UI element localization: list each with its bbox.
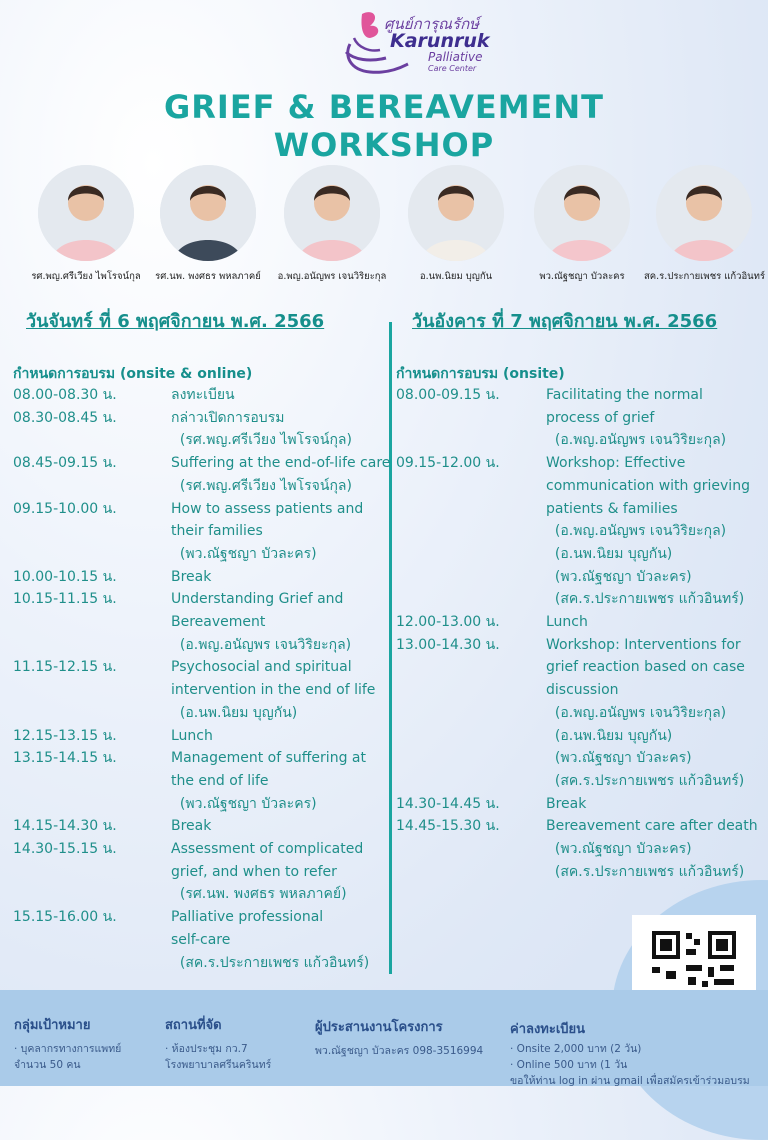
schedule-time [396, 702, 546, 725]
schedule-time: 08.00-08.30 น. [13, 387, 117, 403]
schedule-time: 14.30-15.15 น. [13, 841, 117, 858]
schedule-row [13, 543, 390, 566]
schedule-row [13, 566, 390, 589]
schedule-row [13, 793, 390, 816]
schedule-row [13, 452, 390, 475]
schedule-time: 10.00-10.15 น. [13, 568, 117, 585]
speaker-card [396, 165, 516, 284]
schedule-row [396, 679, 758, 702]
person-avatar-icon [160, 165, 256, 261]
schedule-item: Lunch [546, 614, 588, 631]
schedule-item: Break [546, 795, 587, 812]
schedule-time [396, 543, 546, 566]
footer-target [14, 1014, 121, 1073]
schedule-item: (รศ.พญ.ศรีเวียง ไพโรจน์กุล) [171, 477, 352, 494]
schedule-time [13, 611, 171, 634]
target-line1: · บุคลากรทางการแพทย์ [14, 1043, 122, 1055]
schedule-row [13, 906, 390, 929]
schedule-item: (พว.ณัฐชญา บัวละคร) [171, 795, 317, 812]
person-avatar-icon [534, 165, 630, 261]
schedule-item: (พว.ณัฐชญา บัวละคร) [546, 841, 692, 858]
schedule-time [13, 429, 171, 452]
schedule-time: 09.15-10.00 น. [13, 500, 117, 517]
schedule-time [396, 838, 546, 861]
schedule-row [13, 588, 390, 611]
schedule-time: 12.15-13.15 น. [13, 727, 117, 744]
schedule-item: discussion [546, 682, 619, 699]
schedule-item: กล่าวเปิดการอบรม [171, 409, 285, 426]
schedule-row [13, 520, 390, 543]
schedule-row [396, 634, 758, 657]
schedule-row [396, 543, 758, 566]
schedule-item: intervention in the end of life [171, 682, 376, 699]
venue-heading: สถานที่จัด [165, 1018, 222, 1033]
person-avatar-icon [656, 165, 752, 261]
person-avatar-icon [408, 165, 504, 261]
fee-line1: · Onsite 2,000 บาท (2 วัน) [510, 1043, 642, 1055]
schedule-item: (สค.ร.ประกายเพชร แก้วอินทร์) [171, 954, 370, 971]
schedule-time: 12.00-13.00 น. [396, 614, 500, 631]
schedule-item: (รศ.พญ.ศรีเวียง ไพโรจน์กุล) [171, 432, 352, 449]
schedule-time: 09.15-12.00 น. [396, 455, 500, 472]
logo-line1: Palliative [428, 50, 483, 64]
schedule-item: (พว.ณัฐชญา บัวละคร) [546, 568, 692, 585]
coordinator-heading: ผู้ประสานงานโครงการ [315, 1020, 443, 1035]
person-avatar-icon [38, 165, 134, 261]
schedule-time [13, 702, 171, 725]
footer-coordinator [315, 1016, 483, 1059]
speaker-card [644, 165, 764, 284]
schedule-item: Workshop: Interventions for [546, 636, 741, 653]
footer-venue [165, 1014, 271, 1073]
schedule-row [13, 634, 390, 657]
schedule-row [396, 611, 758, 634]
coordinator-line1: พว.ณัฐชญา บัวละคร 098-3516994 [315, 1045, 484, 1057]
schedule-row [396, 407, 758, 430]
venue-line1: · ห้องประชุม กว.7 [165, 1043, 248, 1055]
venue-line2: โรงพยาบาลศรีนครินทร์ [165, 1059, 272, 1071]
schedule-row [396, 588, 758, 611]
schedule-row [13, 883, 390, 906]
speaker-photo [160, 165, 256, 261]
schedule-item: Facilitating the normal [546, 387, 703, 403]
schedule-item: (อ.พญ.อนัญพร เจนวิริยะกุล) [546, 704, 727, 721]
schedule-time: 08.30-08.45 น. [13, 409, 117, 426]
schedule-time [13, 952, 171, 975]
schedule-item: Management of suffering at [171, 750, 366, 767]
schedule-item: (อ.นพ.นิยม บุญกัน) [546, 545, 673, 562]
schedule-row [396, 770, 758, 793]
schedule-item: Assessment of complicated [171, 841, 364, 858]
schedule-row [396, 475, 758, 498]
schedule-time: 13.00-14.30 น. [396, 636, 500, 653]
schedule-item: Break [171, 568, 212, 585]
speaker-name: พว.ณัฐชญา บัวละคร [539, 271, 625, 282]
schedule-time [396, 861, 546, 884]
schedule-row [13, 475, 390, 498]
schedule-row [13, 929, 390, 952]
schedule-row [13, 702, 390, 725]
schedule-item: Lunch [171, 727, 213, 744]
schedule-time [13, 861, 171, 884]
schedule-row [13, 725, 390, 748]
schedule-time [396, 656, 546, 679]
speaker-photo [408, 165, 504, 261]
schedule-row [396, 429, 758, 452]
speaker-card [272, 165, 392, 284]
logo-name: Karunruk [390, 30, 490, 52]
speaker-photo [656, 165, 752, 261]
schedule-time [13, 543, 171, 566]
schedule-item: (รศ.นพ. พงศธร พหลภาคย์) [171, 886, 347, 903]
schedule-item: (อ.พญ.อนัญพร เจนวิริยะกุล) [546, 432, 727, 449]
schedule-row [13, 429, 390, 452]
speaker-card [522, 165, 642, 284]
speaker-name: อ.พญ.อนัญพร เจนวิริยะกุล [277, 271, 387, 282]
schedule-time: 11.15-12.15 น. [13, 659, 117, 676]
schedule-row [13, 611, 390, 634]
schedule-row [396, 520, 758, 543]
schedule-time: 14.45-15.30 น. [396, 818, 500, 835]
schedule-item: (สค.ร.ประกายเพชร แก้วอินทร์) [546, 863, 745, 880]
fee-line3: ขอให้ท่าน log in ผ่าน gmail เพื่อสมัครเข้าร่วมอบรม [510, 1075, 750, 1087]
schedule-row [13, 384, 390, 407]
schedule-item: Understanding Grief and [171, 591, 344, 608]
schedule-time [396, 725, 546, 748]
footer-fee [510, 1018, 750, 1089]
schedule-item: (อ.นพ.นิยม บุญกัน) [171, 704, 298, 721]
schedule-time: 08.00-09.15 น. [396, 387, 500, 403]
schedule-time: 14.15-14.30 น. [13, 818, 117, 835]
schedule-row [396, 566, 758, 589]
day2-header: วันอังคาร ที่ 7 พฤศจิกายน พ.ศ. 2566 [412, 311, 718, 332]
schedule-time [396, 498, 546, 521]
logo-line2: Care Center [428, 64, 477, 73]
schedule-item: grief reaction based on case [546, 659, 745, 676]
schedule-item: grief, and when to refer [171, 863, 337, 880]
schedule-time [13, 793, 171, 816]
schedule-item: self-care [171, 931, 231, 948]
schedule-item: the end of life [171, 772, 269, 789]
schedule-time [13, 679, 171, 702]
schedule-time [13, 929, 171, 952]
schedule-item: (สค.ร.ประกายเพชร แก้วอินทร์) [546, 591, 745, 608]
schedule-row [396, 838, 758, 861]
schedule-row [396, 656, 758, 679]
day1-header: วันจันทร์ ที่ 6 พฤศจิกายน พ.ศ. 2566 [26, 311, 325, 332]
title-line2: WORKSHOP [273, 126, 495, 164]
schedule-time [396, 407, 546, 430]
schedule-item: Suffering at the end-of-life care [171, 455, 391, 472]
speaker-name: อ.นพ.นิยม บุญกัน [419, 271, 493, 282]
speaker-card [26, 165, 146, 284]
schedule-time [13, 883, 171, 906]
target-heading: กลุ่มเป้าหมาย [14, 1018, 91, 1033]
schedule-row [13, 861, 390, 884]
schedule-item: How to assess patients and [171, 500, 364, 517]
schedule-time [396, 520, 546, 543]
schedule-item: Psychosocial and spiritual [171, 659, 352, 676]
schedule-row [396, 498, 758, 521]
schedule-item: (พว.ณัฐชญา บัวละคร) [546, 750, 692, 767]
schedule-row [396, 725, 758, 748]
schedule-item: Break [171, 818, 212, 835]
schedule-time [13, 634, 171, 657]
schedule-row [13, 770, 390, 793]
karunruk-logo [340, 8, 490, 84]
schedule-row [13, 815, 390, 838]
schedule-item: (อ.พญ.อนัญพร เจนวิริยะกุล) [171, 636, 352, 653]
schedule-time [396, 770, 546, 793]
schedule-item: their families [171, 523, 263, 540]
day1-section-header: กำหนดการอบรม (onsite & online) [13, 366, 253, 382]
day2-section-header: กำหนดการอบรม (onsite) [396, 366, 565, 382]
person-avatar-icon [284, 165, 380, 261]
schedule-row [396, 747, 758, 770]
schedule-row [13, 747, 390, 770]
schedule-time [396, 679, 546, 702]
schedule-item: (สค.ร.ประกายเพชร แก้วอินทร์) [546, 772, 745, 789]
fee-heading: ค่าลงทะเบียน [510, 1022, 586, 1037]
schedule-item: (อ.นพ.นิยม บุญกัน) [546, 727, 673, 744]
schedule-item: patients & families [546, 500, 678, 517]
schedule-row [396, 815, 758, 838]
schedule-time: 14.30-14.45 น. [396, 795, 500, 812]
schedule-time [396, 747, 546, 770]
schedule-time [396, 566, 546, 589]
schedule-row [13, 656, 390, 679]
schedule-item: communication with grieving [546, 477, 750, 494]
target-line2: จำนวน 50 คน [14, 1059, 81, 1071]
schedule-row [13, 407, 390, 430]
schedule-time [396, 429, 546, 452]
speaker-card [148, 165, 268, 284]
schedule-time: 10.15-11.15 น. [13, 591, 117, 608]
speaker-photo [284, 165, 380, 261]
schedule-time [396, 588, 546, 611]
logo-thai-text: ศูนย์การุณรักษ์ [384, 15, 480, 33]
day2-schedule [396, 384, 758, 883]
schedule-time [396, 475, 546, 498]
schedule-item: ลงทะเบียน [171, 387, 235, 403]
schedule-row [13, 838, 390, 861]
schedule-time: 08.45-09.15 น. [13, 455, 117, 472]
schedule-item: Bereavement [171, 614, 266, 631]
schedule-item: Bereavement care after death [546, 818, 758, 835]
speaker-name: รศ.นพ. พงศธร พหลภาคย์ [155, 271, 261, 282]
speaker-photo [38, 165, 134, 261]
schedule-item: Workshop: Effective [546, 455, 686, 472]
schedule-time: 13.15-14.15 น. [13, 750, 117, 767]
schedule-row [13, 498, 390, 521]
speaker-name: รศ.พญ.ศรีเวียง ไพโรจน์กุล [31, 271, 141, 282]
title-line1: GRIEF & BEREAVEMENT [164, 88, 604, 126]
schedule-item: (พว.ณัฐชญา บัวละคร) [171, 545, 317, 562]
schedule-row [396, 861, 758, 884]
day1-schedule [13, 384, 390, 974]
schedule-row [396, 384, 758, 407]
schedule-time [13, 770, 171, 793]
schedule-item: Palliative professional [171, 909, 324, 926]
schedule-time [13, 520, 171, 543]
schedule-time: 15.15-16.00 น. [13, 909, 117, 926]
schedule-row [396, 793, 758, 816]
schedule-item: (อ.พญ.อนัญพร เจนวิริยะกุล) [546, 523, 727, 540]
schedule-row [13, 952, 390, 975]
schedule-item: process of grief [546, 409, 655, 426]
speaker-photo [534, 165, 630, 261]
schedule-row [13, 679, 390, 702]
speaker-name: สค.ร.ประกายเพชร แก้วอินทร์ [644, 271, 766, 282]
fee-line2: · Online 500 บาท (1 วัน [510, 1059, 628, 1071]
schedule-row [396, 452, 758, 475]
schedule-time [13, 475, 171, 498]
schedule-row [396, 702, 758, 725]
